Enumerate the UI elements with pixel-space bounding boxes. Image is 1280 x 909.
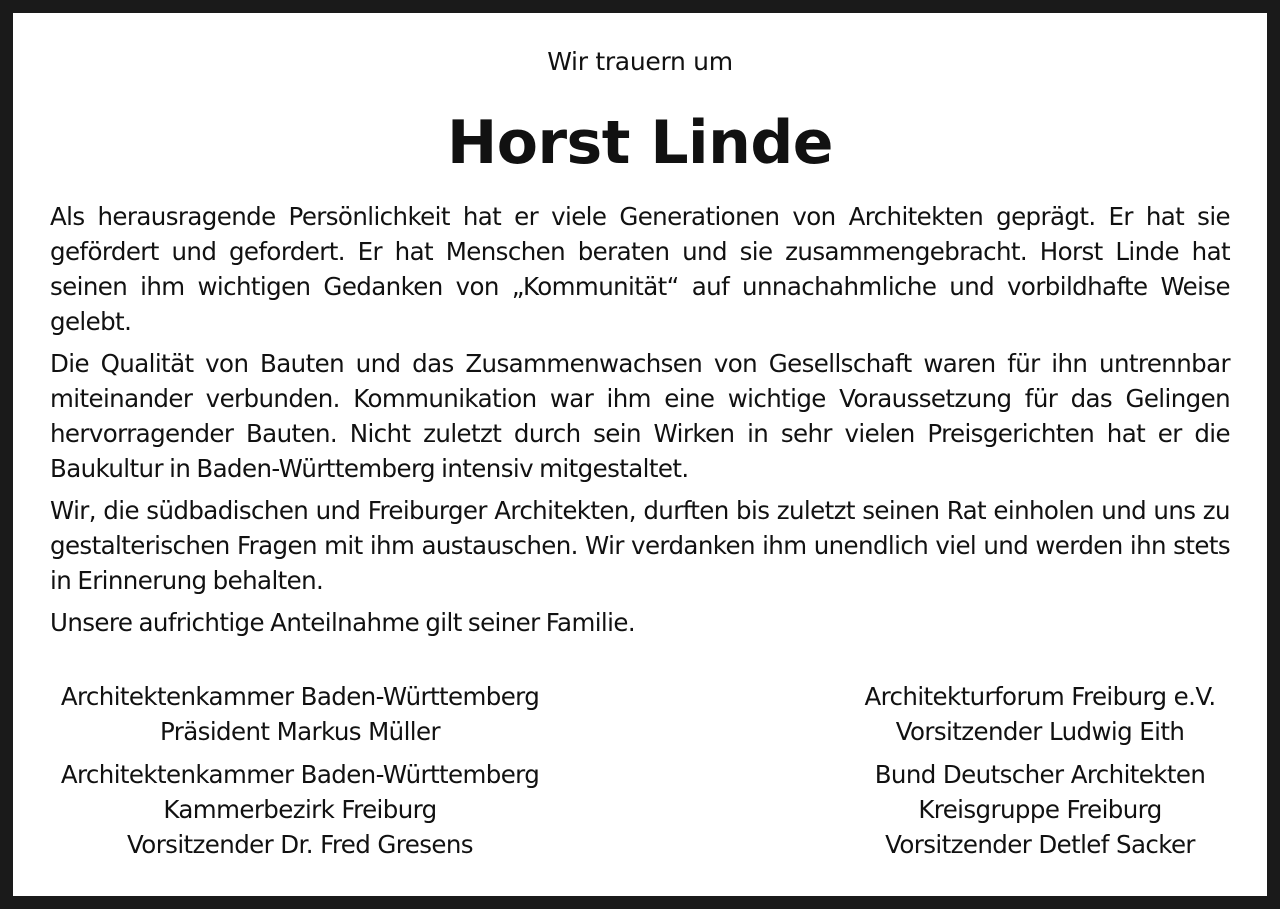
signature-architektenkammer (50, 679, 550, 749)
paragraph-tribute: Als herausragende Persönlichkeit hat er viele Generationen von Architekten geprägt. Er hat sie gefördert und gefordert. Er hat Menschen beraten und sie zusammengebracht. Horst Linde hat seinen ihm wichtigen Gedanken von „Kommunität“ auf unnachahmliche und vorbildhafte Weise gelebt. (50, 202, 1230, 336)
intro-text: Wir trauern um (547, 47, 733, 76)
signatures-left (50, 679, 550, 862)
signatures-right (850, 679, 1230, 862)
paragraph-quality: Die Qualität von Bauten und das Zusammenwachsen von Gesellschaft waren für ihn untrennbar miteinander verbunden. Kommunikation war ihm eine wichtige Voraussetzung für das Gelingen hervorragender Bauten. Nicht zuletzt durch sein Wirken in sehr vielen Preisgerichten hat er die Baukultur in Baden-Württemberg intensiv mitgestaltet. (50, 349, 1230, 483)
paragraph-condolence: Unsere aufrichtige Anteilnahme gilt seiner Familie. (50, 608, 636, 637)
deceased-name: Horst Linde (447, 108, 833, 178)
signature-architekturforum (850, 679, 1230, 749)
org-representative: Vorsitzender Ludwig Eith (895, 717, 1185, 746)
org-name: Architektenkammer Baden-Württemberg (60, 760, 540, 789)
org-name: Architektenkammer Baden-Württemberg (60, 682, 540, 711)
org-representative: Vorsitzender Dr. Fred Gresens (127, 830, 473, 859)
signatures (50, 679, 1230, 862)
org-name: Architekturforum Freiburg e.V. (864, 682, 1216, 711)
signature-bda (850, 757, 1230, 862)
org-representative: Vorsitzender Detlef Sacker (885, 830, 1195, 859)
org-representative: Präsident Markus Müller (160, 717, 440, 746)
signature-kammerbezirk-freiburg (50, 757, 550, 862)
obituary-notice (13, 13, 1267, 896)
org-subdivision: Kreisgruppe Freiburg (918, 795, 1162, 824)
org-subdivision: Kammerbezirk Freiburg (163, 795, 437, 824)
paragraph-gratitude: Wir, die südbadischen und Freiburger Architekten, durften bis zuletzt seinen Rat einholen und uns zu gestalterischen Fragen mit ihm austauschen. Wir verdanken ihm unendlich viel und werden ihn stets in Erinnerung behalten. (50, 496, 1230, 595)
org-name: Bund Deutscher Architekten (874, 760, 1206, 789)
notice-body (50, 199, 1230, 647)
